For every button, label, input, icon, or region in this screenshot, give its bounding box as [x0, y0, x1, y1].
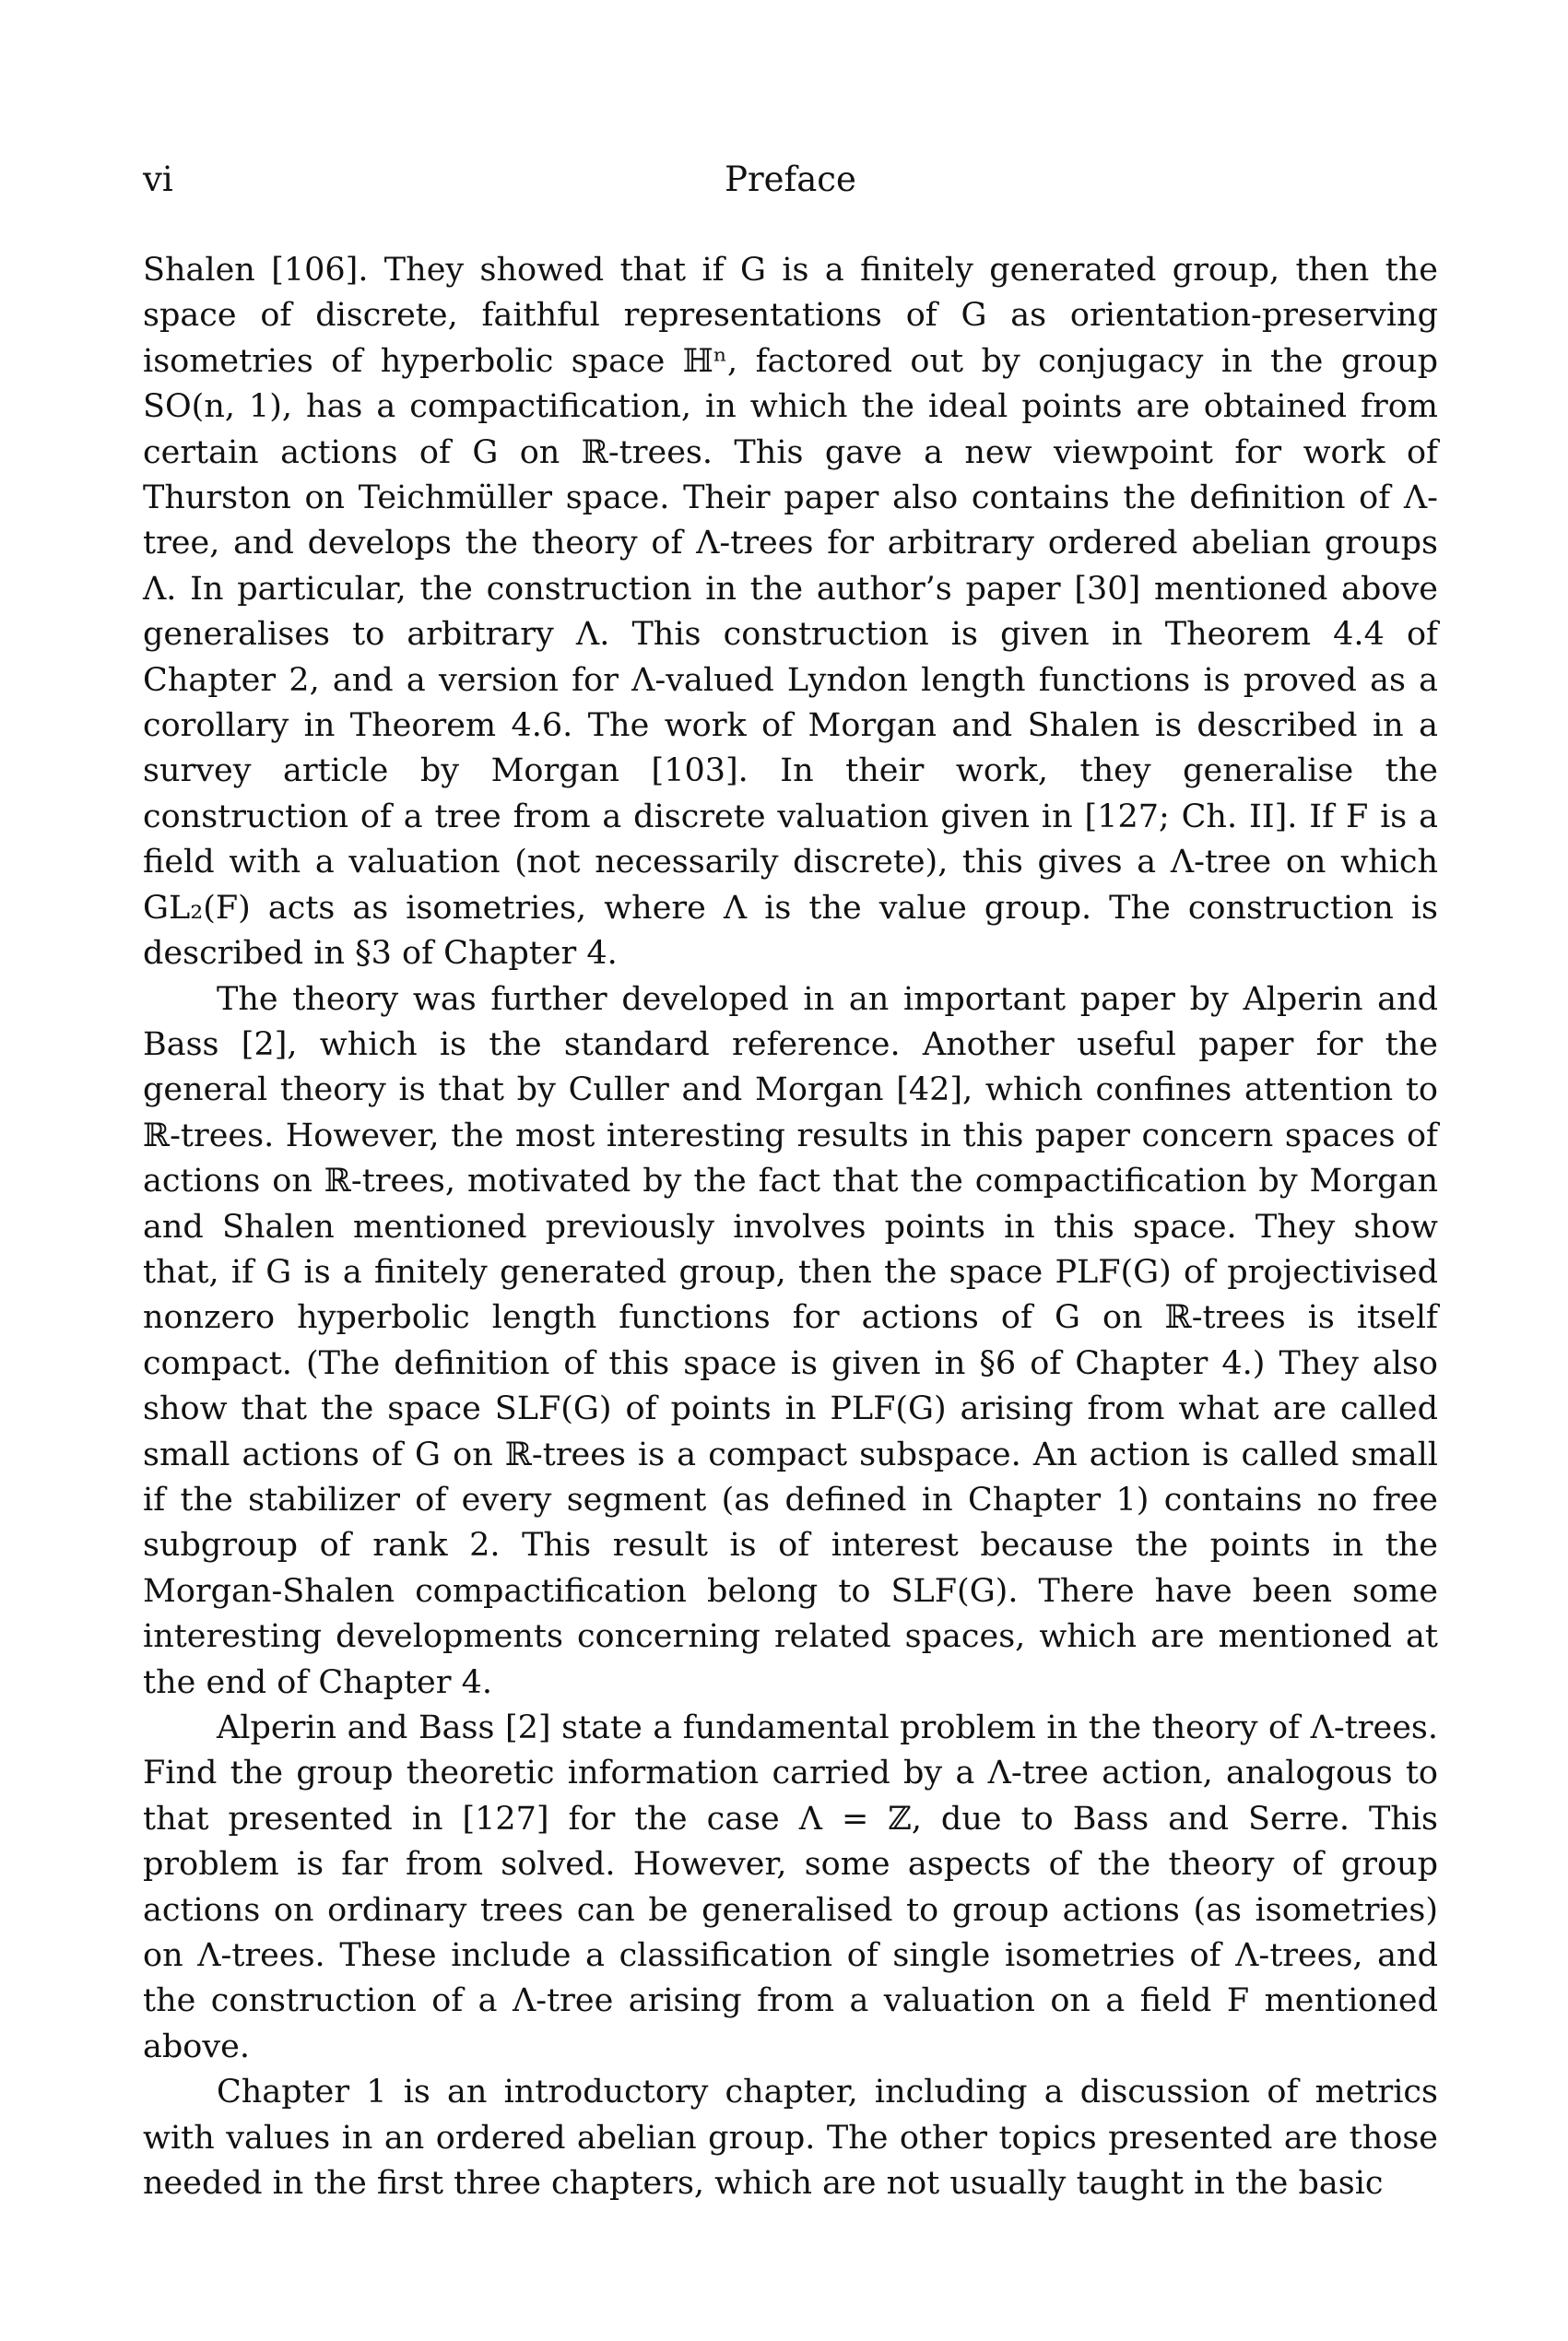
paragraph-alperin-bass-theory: The theory was further developed in an important paper by Alperin and Bass [2], which is the standard reference. Another useful paper for the general theory is that by Culler and Morgan [42], which confines attention to ℝ-trees. However, the most interesting results in this paper concern spaces of actions on ℝ-trees, motivated by the fact that the compactification by Morgan and Shalen mentioned previously involves points in this space. They show that, if G is a finitely generated group, then the space PLF(G) of projectivised nonzero hyperbolic length functions for actions of G on ℝ-trees is itself compact. (The definition of this space is given in §6 of Chapter 4.) They also show that the space SLF(G) of points in PLF(G) arising from what are called small actions of G on ℝ-trees is a compact subspace. An action is called small if the stabilizer of every segment (as defined in Chapter 1) contains no free subgroup of rank 2. This result is of interest because the points in the Morgan-Shalen compactification belong to SLF(G). There have been some interesting developments concerning related spaces, which are mentioned at the end of Chapter 4. [143, 980, 1438, 1701]
running-head [143, 152, 1438, 207]
paragraph-chapter-1: Chapter 1 is an introductory chapter, including a discussion of metrics with values in an ordered abelian group. The other topics presented are those needed in the first three chapters, which are not usually taught in the basic [143, 2074, 1438, 2203]
paragraph-continued: Shalen [106]. They showed that if G is a finitely generated group, then the space of discrete, faithful representations of G as orientation-preserving isometries of hyperbolic space ℍⁿ, factored out by conjugacy in the group SO(n, 1), has a compactification, in which the ideal points are obtained from certain actions of G on ℝ-trees. This gave a new viewpoint for work of Thurston on Teichmüller space. Their paper also contains the definition of Λ-tree, and develops the theory of Λ-trees for arbitrary ordered abelian groups Λ. In particular, the construction in the author’s paper [30] mentioned above generalises to arbitrary Λ. This construction is given in Theorem 4.4 of Chapter 2, and a version for Λ-valued Lyndon length functions is proved as a corollary in Theorem 4.6. The work of Morgan and Shalen is described in a survey article by Morgan [103]. In their work, they generalise the construction of a tree from a discrete valuation given in [127; Ch. II]. If F is a field with a valuation (not necessarily discrete), this gives a Λ-tree on which GL₂(F) acts as isometries, where Λ is the value group. The construction is described in §3 of Chapter 4. [143, 252, 1438, 973]
body-text [143, 248, 1438, 2206]
paragraph-fundamental-problem: Alperin and Bass [2] state a fundamental problem in the theory of Λ-trees. Find the group theoretic information carried by a Λ-tree action, analogous to that presented in [127] for the case Λ = ℤ, due to Bass and Serre. This problem is far from solved. However, some aspects of the theory of group actions on ordinary trees can be generalised to group actions (as isometries) on Λ-trees. These include a classification of single isometries of Λ-trees, and the construction of a Λ-tree arising from a valuation on a field F mentioned above. [143, 1709, 1438, 2065]
running-title: Preface [725, 160, 856, 199]
book-page [143, 152, 1438, 2206]
page-number: vi [143, 160, 173, 199]
